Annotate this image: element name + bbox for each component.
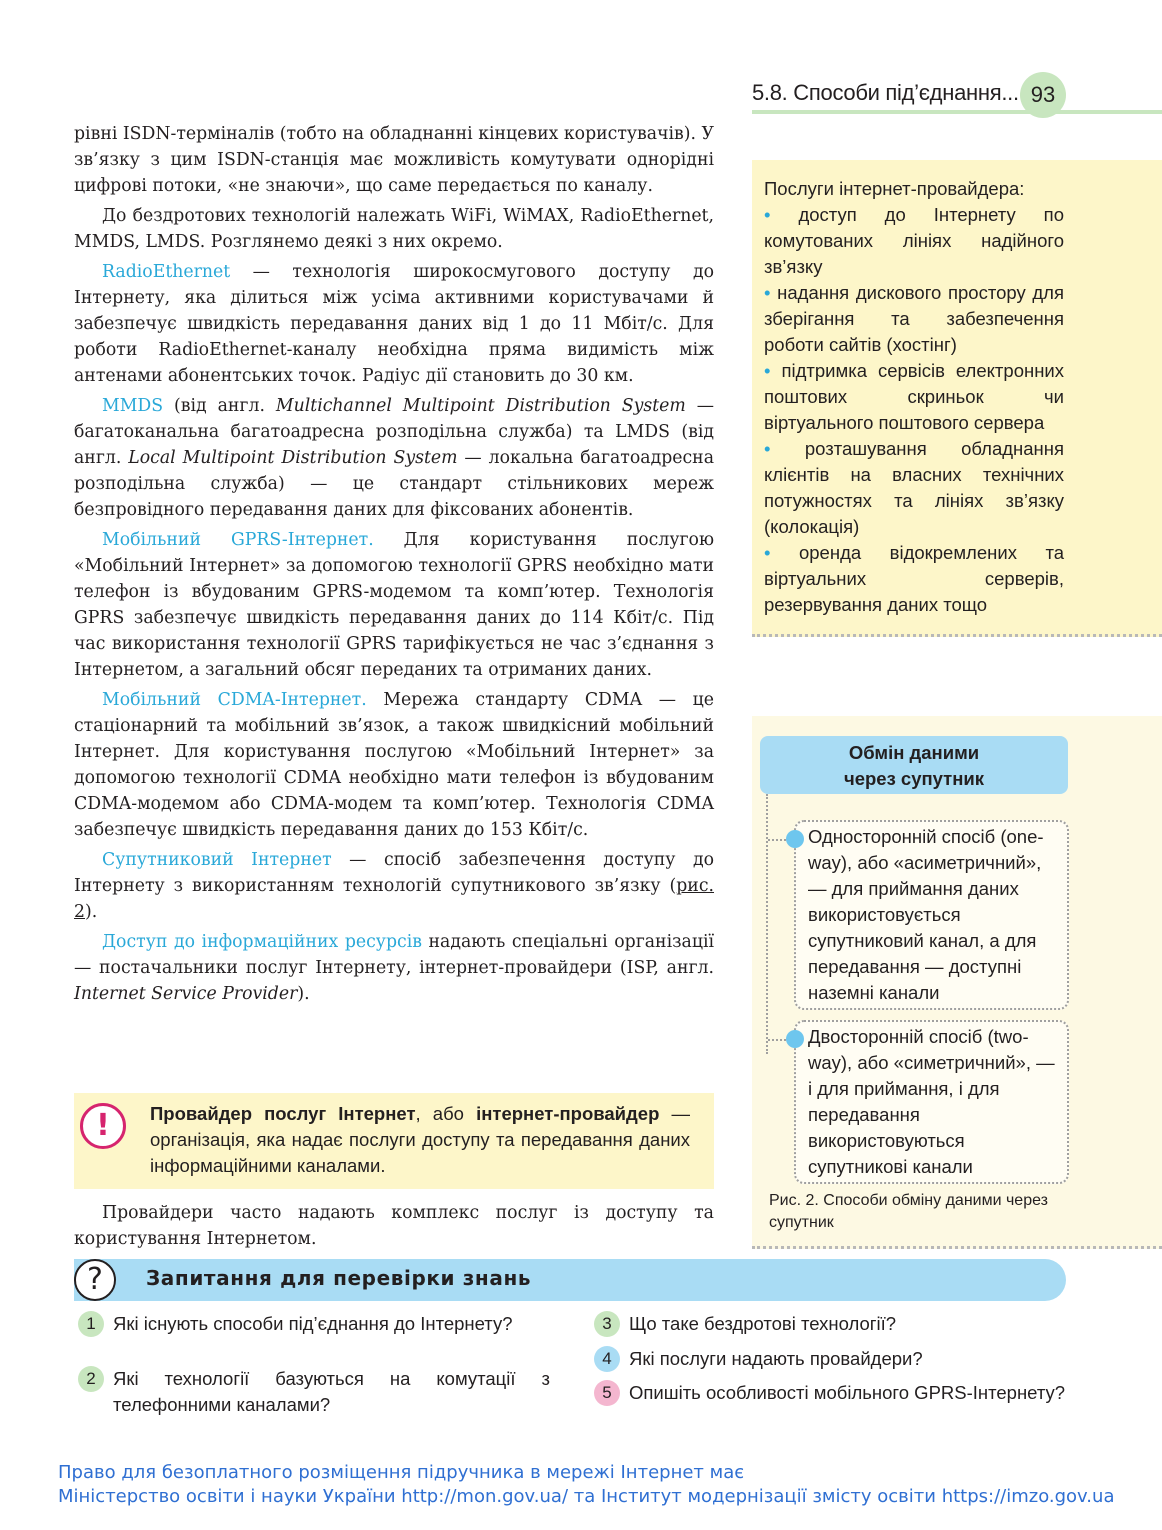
text-mmds-a: (від англ. — [163, 396, 276, 416]
question-number: 3 — [594, 1311, 620, 1337]
definition-text — [150, 1101, 690, 1179]
bullet-icon: • — [764, 438, 771, 459]
exclamation-icon: ! — [80, 1103, 126, 1149]
term-radioethernet: RadioEthernet — [102, 262, 231, 282]
text-mmds-b: — багатоканальна багатоадресна розподільна служба) та LMDS (від англ. — [74, 396, 715, 468]
diagram-title — [760, 736, 1068, 794]
text-radioethernet: — технологія широкосмугового доступу до Інтернету, яка ділиться між усіма активними користувачами й забезпечує швидкість передавання даних від 1 до 11 Мбіт/с. Для роботи RadioEthernet-каналу необхідна пряма видимість між антенами абонентських точок. Радіус дії становить до 30 км. — [74, 262, 714, 386]
diagram-title-line-1: Обмін даними — [848, 742, 980, 763]
question-number: 2 — [78, 1366, 104, 1392]
question-mark-icon: ? — [74, 1259, 116, 1301]
text-access-a: надають спеціальні організації — постачальники послуг Інтернету, інтернет-провайдери (ISP, англ. — [74, 932, 714, 978]
bullet-icon: • — [764, 282, 771, 303]
paragraph-access — [74, 929, 714, 1007]
question-item: Які технології базуються на комутації з телефонними каналами? — [113, 1368, 550, 1415]
services-item-text: оренда відокремлених та віртуальних серверів, резервування даних тощо — [764, 542, 1064, 615]
term-mmds: MMDS — [102, 396, 164, 416]
footer-line-2: Міністерство освіти і науки України http://mon.gov.ua/ та Інститут модернізації змісту освіти https://imzo.gov.ua — [58, 1486, 1115, 1507]
bullet-icon: • — [764, 360, 771, 381]
term-gprs: Мобільний GPRS-Інтернет. — [102, 530, 374, 550]
services-item — [764, 202, 1064, 280]
text-satellite-a: — спосіб забезпечення доступу до Інтернету з використанням технологій супутникового зв’язку ( — [74, 850, 714, 896]
services-item-text: розташування обладнання клієнтів на власних технічних потужностях та лініях зв’язку (колокація) — [764, 438, 1065, 537]
question-item: Які існують способи під’єднання до Інтернету? — [113, 1313, 513, 1334]
text-gprs: Для користування послугою «Мобільний Інтернет» за допомогою технології GPRS необхідно мати телефон із вбудованим GPRS-модемом та комп’ютер. Технологія GPRS забезпечує швидкість передавання даних до 114 Кбіт/с. Під час використання технології GPRS тарифікується не час з’єднання з Інтернетом, а загальний обсяг переданих та отриманих даних. — [74, 530, 714, 680]
text-mmds-italic-1: Multichannel Multipoint Distribution System — [275, 396, 686, 416]
page-number: 93 — [1020, 72, 1066, 118]
paragraph-radioethernet — [74, 259, 714, 389]
services-item-text: надання дискового простору для зберігання та забезпечення роботи сайтів (хостінг) — [764, 282, 1064, 355]
copyright-footer — [58, 1461, 1148, 1509]
definition-box — [74, 1093, 714, 1189]
diagram-node-icon — [786, 830, 804, 848]
services-item — [764, 280, 1064, 358]
diagram-box-two-way: Двосторонній спосіб (two-way), або «симетричний», — і для приймання, і для передавання використовуються супутникові канали — [794, 1020, 1069, 1184]
term-cdma: Мобільний CDMA-Інтернет. — [102, 690, 367, 710]
services-item — [764, 540, 1064, 618]
text-mmds-italic-2: Local Multipoint Distribution System — [128, 448, 458, 468]
text-satellite-b: ). — [85, 902, 98, 922]
text-access-italic: Internet Service Provider — [74, 984, 298, 1004]
text-access-b: ). — [297, 984, 310, 1004]
diagram-node-icon — [786, 1030, 804, 1048]
text-cdma: Мережа стандарту CDMA — це стаціонарний та мобільний зв’язок, а також швидкісний мобільний Інтернет. Для користування послугою «Мобільний Інтернет» за допомогою технології CDMA необхідно мати телефон із вбудованим CDMA-модемом або CDMA-модем та комп’ютер. Технологія CDMA забезпечує швидкість передавання даних до 153 Кбіт/с. — [74, 690, 714, 840]
question-item: Що таке бездротові технології? — [629, 1313, 897, 1334]
paragraph-cdma — [74, 687, 714, 843]
term-access: Доступ до інформаційних ресурсів — [102, 932, 422, 952]
services-item-text: підтримка сервісів електронних поштових скриньок чи віртуального поштового сервера — [764, 360, 1064, 433]
paragraph-gprs — [74, 527, 714, 683]
definition-term-2: інтернет-провайдер — [476, 1103, 660, 1124]
services-item-text: доступ до Інтернету по комутованих лініях надійного зв’язку — [764, 204, 1064, 277]
services-lead: Послуги інтернет-провайдера: — [764, 178, 1025, 199]
question-number: 1 — [78, 1311, 104, 1337]
paragraph-satellite — [74, 847, 714, 925]
text-mmds-c: — локальна багатоадресна розподільна служба) — це стандарт стільникових мереж безпровідного передавання даних для фіксованих абонентів. — [74, 448, 715, 520]
diagram-box-one-way: Односторонній спосіб (one-way), або «асиметричний», — для приймання даних використовується супутниковий канал, а для передавання — доступні наземні канали — [794, 820, 1069, 1010]
paragraph-providers: Провайдери часто надають комплекс послуг із доступу та користування Інтернетом. — [74, 1203, 714, 1249]
header-rule — [752, 110, 1162, 114]
section-title: 5.8. Способи під’єднання... — [752, 80, 1019, 105]
services-item — [764, 436, 1064, 540]
bullet-icon: • — [764, 204, 771, 225]
bullet-icon: • — [764, 542, 771, 563]
services-sidebar — [752, 160, 1162, 637]
question-number: 4 — [594, 1346, 620, 1372]
questions-title: Запитання для перевірки знань — [146, 1266, 532, 1290]
definition-sep: , або — [415, 1103, 477, 1124]
question-item: Опишіть особливості мобільного GPRS-Інтернету? — [629, 1382, 1066, 1403]
paragraph-isdn: рівні ISDN-терміналів (тобто на обладнанні кінцевих користувачів). У зв’язку з цим ISDN-станція має можливість комутувати однорідні цифрові потоки, «не знаючи», що саме передається по каналу. — [74, 124, 714, 196]
paragraph-mmds — [74, 393, 714, 523]
figure-caption: Рис. 2. Способи обміну даними через супутник — [769, 1192, 1048, 1231]
definition-term-1: Провайдер послуг Інтернет — [150, 1103, 416, 1124]
diagram-connector-trunk — [766, 794, 768, 1054]
term-satellite: Супутниковий Інтернет — [102, 850, 332, 870]
figure-ref-link[interactable]: рис. 2 — [74, 876, 714, 922]
footer-line-1: Право для безоплатного розміщення підручника в мережі Інтернет має — [58, 1462, 745, 1483]
question-item: Які послуги надають провайдери? — [629, 1348, 923, 1369]
paragraph-wireless: До бездротових технологій належать WiFi, WiMAX, RadioEthernet, MMDS, LMDS. Розглянемо деякі з них окремо. — [74, 206, 714, 252]
definition-body: — організація, яка надає послуги доступу та передавання даних інформаційними каналами. — [150, 1103, 691, 1176]
page-header — [752, 72, 1162, 118]
services-item — [764, 358, 1064, 436]
diagram-title-line-2: через супутник — [843, 768, 985, 789]
satellite-diagram — [752, 716, 1162, 1249]
question-number: 5 — [594, 1380, 620, 1406]
main-text — [74, 121, 714, 1011]
